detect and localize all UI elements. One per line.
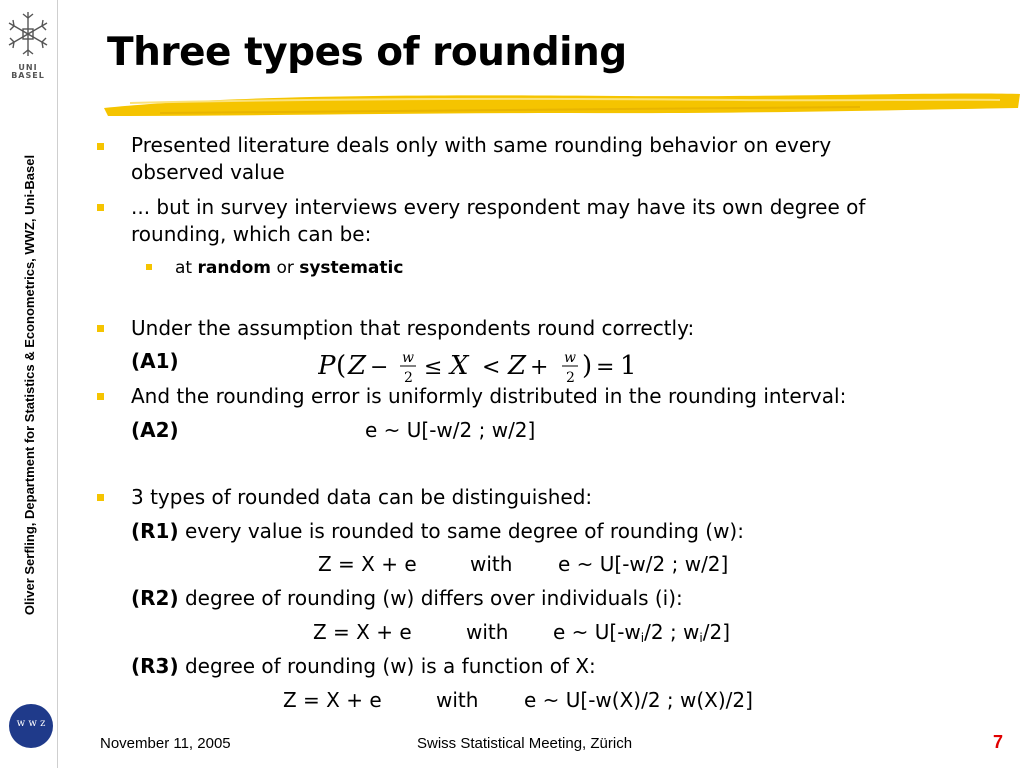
r1-text: every value is rounded to same degree of rounding (w): [184,519,744,543]
sub-bullet-text [175,255,403,282]
svg-text:w: w [564,350,576,366]
svg-text:Z: Z [508,351,527,381]
snowflake-logo-icon [6,10,50,60]
svg-text:2: 2 [404,370,413,386]
svg-text:(: ( [336,351,347,381]
r2-formula-e-a: e ~ U[-w [553,620,641,644]
a2-formula: e ~ U[-w/2 ; w/2] [365,418,536,442]
bullet-marker [97,143,104,150]
svg-text:<: < [482,355,501,380]
r1-label: (R1) [131,519,179,543]
r3-label: (R3) [131,654,179,678]
bullet-5-line-1: 3 types of rounded data can be distinguished: [131,485,593,509]
r2-row [131,586,683,610]
r3-formula-with: with [436,688,479,712]
svg-text:Z: Z [348,351,367,381]
svg-text:−: − [370,355,389,380]
r2-formula-e-c: /2] [702,620,731,644]
sub-or: or [276,258,294,278]
r2-label: (R2) [131,586,179,610]
r2-formula-e-b: /2 ; w [644,620,700,644]
brush-stroke-decoration [100,86,1024,120]
sub-bullet-marker [146,264,152,270]
bullet-1-line-1: Presented literature deals only with same rounding behavior on every [131,133,832,157]
svg-text:≤: ≤ [424,355,443,380]
r3-formula-z: Z = X + e [283,688,382,712]
bullet-marker [97,494,104,501]
r2-formula-i1: i [640,631,645,645]
logo-text-basel: BASEL [11,71,45,80]
svg-text:): ) [582,351,593,381]
r2-formula-e [553,620,730,645]
wwz-logo-text: w w z [16,718,46,729]
bullet-2-line-1: ... but in survey interviews every respondent may have its own degree of [131,195,866,219]
svg-text:=: = [596,355,615,380]
r1-formula-z: Z = X + e [318,552,417,576]
r1-formula-e: e ~ U[-w/2 ; w/2] [558,552,729,576]
sub-random: random [197,258,272,278]
svg-text:P: P [318,351,336,381]
footer-event: Swiss Statistical Meeting, Zürich [417,735,633,752]
slide-title: Three types of rounding [107,30,627,75]
sub-at: at [175,258,193,278]
svg-text:w: w [402,350,414,366]
bullet-2-line-2: rounding, which can be: [131,222,372,246]
svg-text:1: 1 [620,351,637,381]
bullet-3-line-1: Under the assumption that respondents round correctly: [131,316,695,340]
svg-text:+: + [530,355,549,380]
bullet-marker [97,204,104,211]
r2-formula-with: with [466,620,509,644]
bullet-1-line-2: observed value [131,160,285,184]
r3-text: degree of rounding (w) is a function of X: [184,654,596,678]
a1-formula [318,344,648,388]
a1-label [131,349,179,373]
bullet-4-line-1: And the rounding error is uniformly distributed in the rounding interval: [131,384,847,408]
a1-label-text: (A1) [131,349,179,373]
a2-label: (A2) [131,418,179,442]
svg-text:X: X [450,351,469,381]
uni-basel-logo [6,10,50,80]
sub-systematic: systematic [299,258,404,278]
r2-formula-z: Z = X + e [313,620,412,644]
footer-date: November 11, 2005 [100,735,231,752]
page-number: 7 [993,732,1004,752]
r2-formula-i2: i [699,631,703,645]
svg-text:2: 2 [566,370,575,386]
logo-text-uni: UNI [18,63,38,72]
a2-row [131,418,179,442]
bullet-marker [97,393,104,400]
r2-text: degree of rounding (w) differs over individuals (i): [184,586,683,610]
vertical-caption: Oliver Serfling, Department for Statistics & Econometrics, WWZ, Uni-Basel [22,154,37,616]
r3-row [131,654,596,678]
logo-text [6,64,50,80]
sidebar [0,0,58,768]
r1-row [131,519,744,543]
bullet-marker [97,325,104,332]
r1-formula-with: with [470,552,513,576]
vertical-caption-wrap [22,105,40,665]
wwz-logo-icon [9,704,53,748]
r3-formula-e: e ~ U[-w(X)/2 ; w(X)/2] [524,688,753,712]
